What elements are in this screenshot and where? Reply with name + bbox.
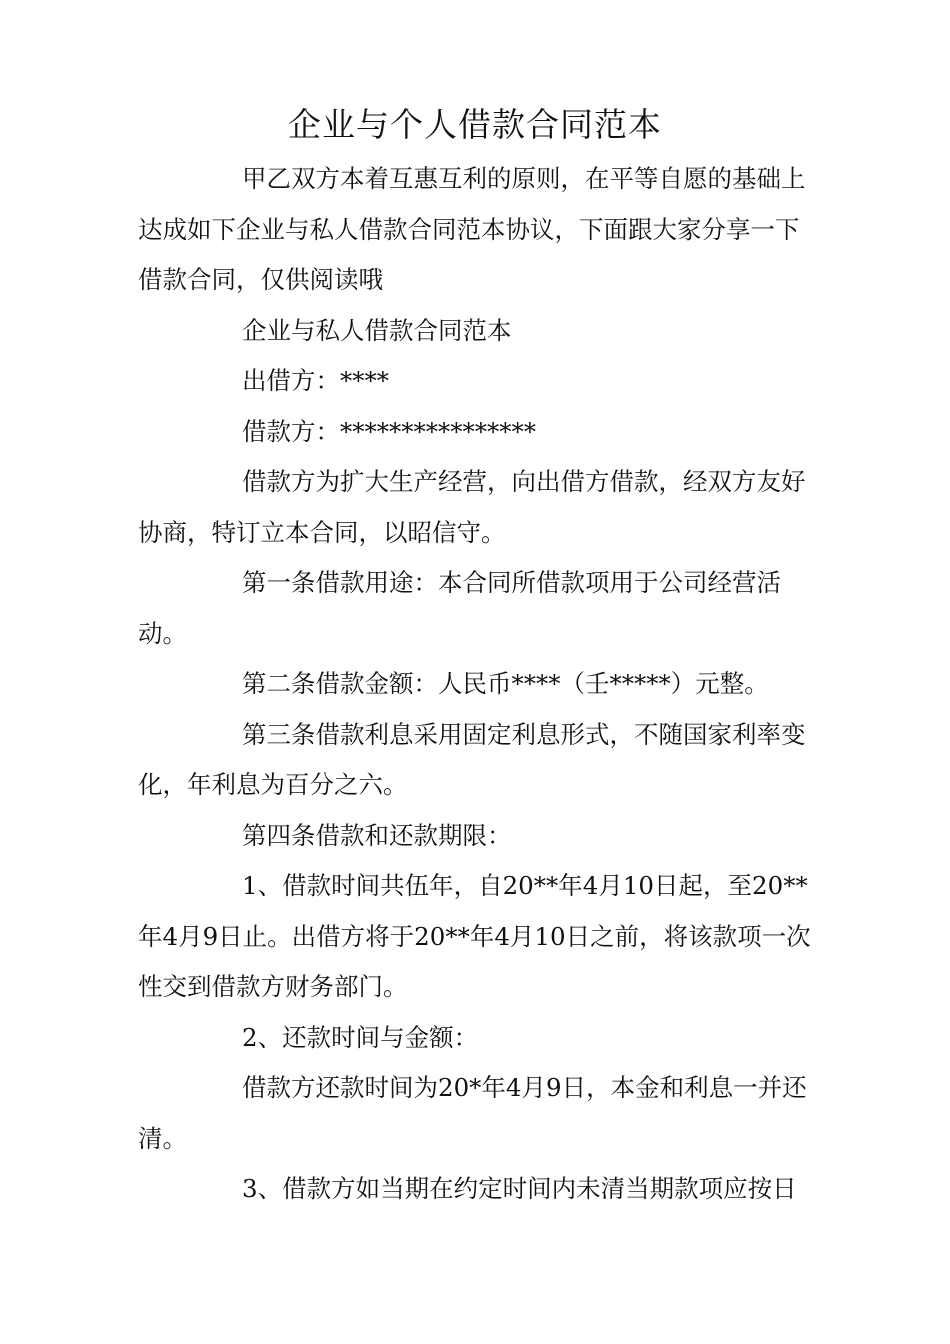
document-body: [138, 154, 818, 1215]
paragraph-article-1: 第一条借款用途：本合同所借款项用于公司经营活动。: [138, 568, 781, 648]
paragraph-article-2: 第二条借款金额：人民币****（壬*****）元整。: [242, 669, 769, 698]
paragraph-term-2: 2、还款时间与金额：: [242, 1022, 479, 1052]
paragraph-term-1: 1、借款时间共伍年，自20**年4月10日起，至20**年4月9日止。出借方将于20**年4月10日之前，将该款项一次性交到借款方财务部门。: [138, 871, 811, 1001]
paragraph-term-3: 3、借款方如当期在约定时间内未清当期款项应按日: [242, 1174, 797, 1203]
paragraph-borrower: 借款方：****************: [242, 416, 536, 446]
paragraph-contract-name: 企业与私人借款合同范本: [242, 315, 512, 345]
paragraph-repayment: 借款方还款时间为20*年4月9日，本金和利息一并还清。: [138, 1073, 807, 1153]
paragraph-intro: 甲乙双方本着互惠互利的原则，在平等自愿的基础上达成如下企业与私人借款合同范本协议，下面跟大家分享一下借款合同，仅供阅读哦: [138, 164, 806, 294]
paragraph-article-4: 第四条借款和还款期限：: [242, 820, 512, 850]
paragraph-article-3: 第三条借款利息采用固定利息形式，不随国家利率变化，年利息为百分之六。: [138, 719, 806, 799]
paragraph-lender: 出借方：****: [242, 366, 389, 395]
document-title: 企业与个人借款合同范本: [288, 105, 662, 144]
paragraph-purpose-preamble: 借款方为扩大生产经营，向出借方借款，经双方友好协商，特订立本合同，以昭信守。: [138, 467, 806, 547]
